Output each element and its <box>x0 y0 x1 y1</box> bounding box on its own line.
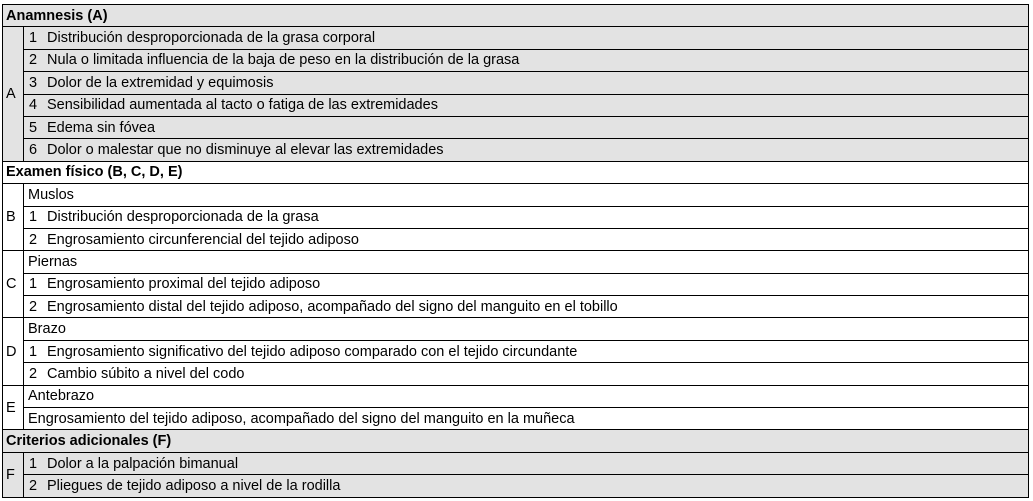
criterion-item <box>24 94 1029 116</box>
criterion-item <box>24 206 1029 228</box>
criterion-item-text: Engrosamiento del tejido adiposo, acompañado del signo del manguito en la muñeca <box>24 408 1029 430</box>
item-text: Distribución desproporcionada de la grasa corporal <box>47 30 376 47</box>
region-label-piernas: Piernas <box>24 251 1029 273</box>
section-header-anamnesis: Anamnesis (A) <box>3 5 1029 27</box>
item-text: Edema sin fóvea <box>47 119 156 136</box>
item-number: 2 <box>29 52 38 69</box>
item-number: 6 <box>29 142 38 159</box>
region-label-muslos: Muslos <box>24 184 1029 206</box>
item-text: Cambio súbito a nivel del codo <box>47 365 245 382</box>
criterion-item <box>24 452 1029 474</box>
criterion-letter-c: C <box>3 251 24 318</box>
item-number: 1 <box>29 30 38 47</box>
item-text: Pliegues de tejido adiposo a nivel de la rodilla <box>47 477 341 494</box>
criterion-item <box>24 273 1029 295</box>
item-text: Sensibilidad aumentada al tacto o fatiga de las extremidades <box>47 97 438 114</box>
criterion-item <box>24 296 1029 318</box>
item-text: Engrosamiento significativo del tejido adiposo comparado con el tejido circundante <box>47 343 578 360</box>
item-number: 2 <box>29 477 38 494</box>
region-label-antebrazo: Antebrazo <box>24 385 1029 407</box>
item-number: 4 <box>29 97 38 114</box>
criterion-item <box>24 49 1029 71</box>
section-header-examen-fisico: Examen físico (B, C, D, E) <box>3 161 1029 183</box>
item-number: 1 <box>29 276 38 293</box>
criterion-letter-a: A <box>3 27 24 161</box>
item-text: Dolor a la palpación bimanual <box>47 455 239 472</box>
item-number: 2 <box>29 298 38 315</box>
item-number: 2 <box>29 231 38 248</box>
item-text: Engrosamiento circunferencial del tejido adiposo <box>47 231 359 248</box>
criterion-item <box>24 116 1029 138</box>
item-text: Distribución desproporcionada de la grasa <box>47 209 319 226</box>
item-number: 1 <box>29 209 38 226</box>
item-number: 1 <box>29 343 38 360</box>
criterion-item <box>24 72 1029 94</box>
criterion-item <box>24 139 1029 161</box>
region-label-brazo: Brazo <box>24 318 1029 340</box>
item-number: 1 <box>29 455 38 472</box>
criterion-item <box>24 475 1029 497</box>
criterion-item <box>24 340 1029 362</box>
item-text: Engrosamiento proximal del tejido adiposo <box>47 276 321 293</box>
item-text: Dolor o malestar que no disminuye al elevar las extremidades <box>47 142 444 159</box>
criterion-item <box>24 228 1029 250</box>
item-number: 5 <box>29 119 38 136</box>
item-number: 2 <box>29 365 38 382</box>
item-text: Engrosamiento distal del tejido adiposo, acompañado del signo del manguito en el tobillo <box>47 298 618 315</box>
criterion-letter-e: E <box>3 385 24 430</box>
criterion-item <box>24 27 1029 49</box>
item-number: 3 <box>29 74 38 91</box>
criterion-letter-d: D <box>3 318 24 385</box>
criterion-letter-b: B <box>3 184 24 251</box>
criteria-table <box>2 4 1029 498</box>
section-header-criterios-adicionales: Criterios adicionales (F) <box>3 430 1029 452</box>
criterion-item <box>24 363 1029 385</box>
item-text: Dolor de la extremidad y equimosis <box>47 74 274 91</box>
item-text: Nula o limitada influencia de la baja de peso en la distribución de la grasa <box>47 52 520 69</box>
criterion-letter-f: F <box>3 452 24 497</box>
